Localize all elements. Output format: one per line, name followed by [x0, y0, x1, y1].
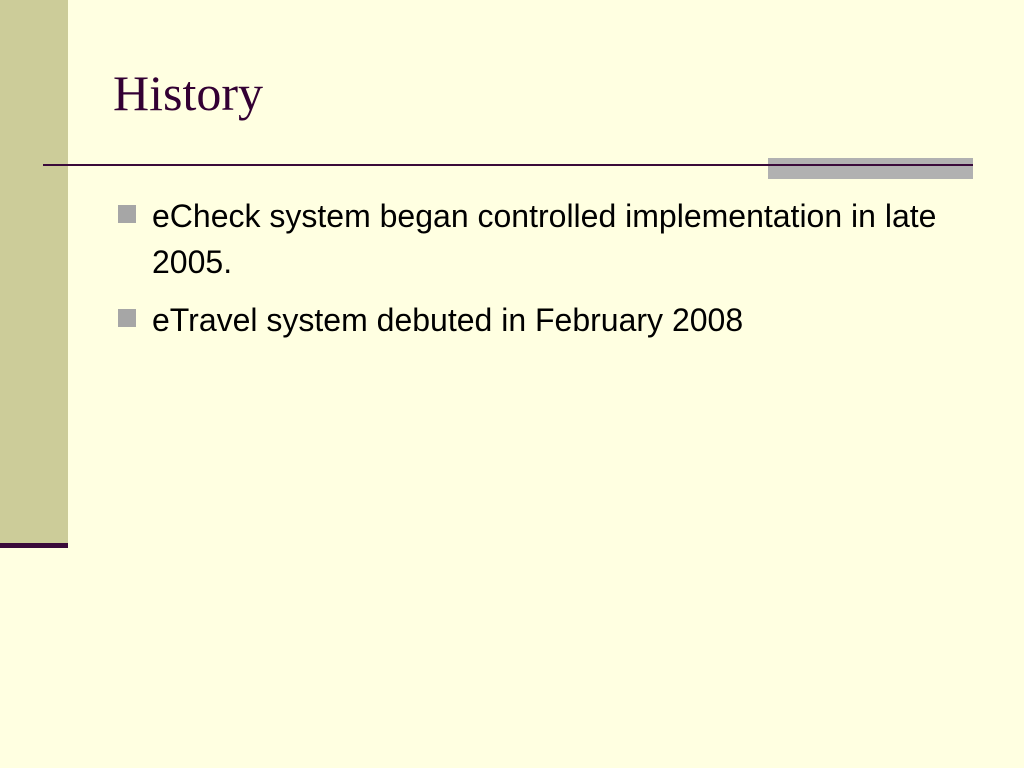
side-decor-underline — [0, 543, 68, 548]
bullet-text: eTravel system debuted in February 2008 — [152, 302, 744, 338]
side-decor-band — [0, 0, 68, 545]
bullet-item — [116, 297, 956, 343]
accent-bar — [768, 158, 973, 179]
bullet-list — [116, 193, 956, 355]
bullet-item — [116, 193, 956, 285]
square-bullet-icon — [118, 205, 136, 223]
bullet-text: eCheck system began controlled implementation in late 2005. — [152, 198, 937, 280]
square-bullet-icon — [118, 309, 136, 327]
slide-title: History — [113, 65, 263, 121]
